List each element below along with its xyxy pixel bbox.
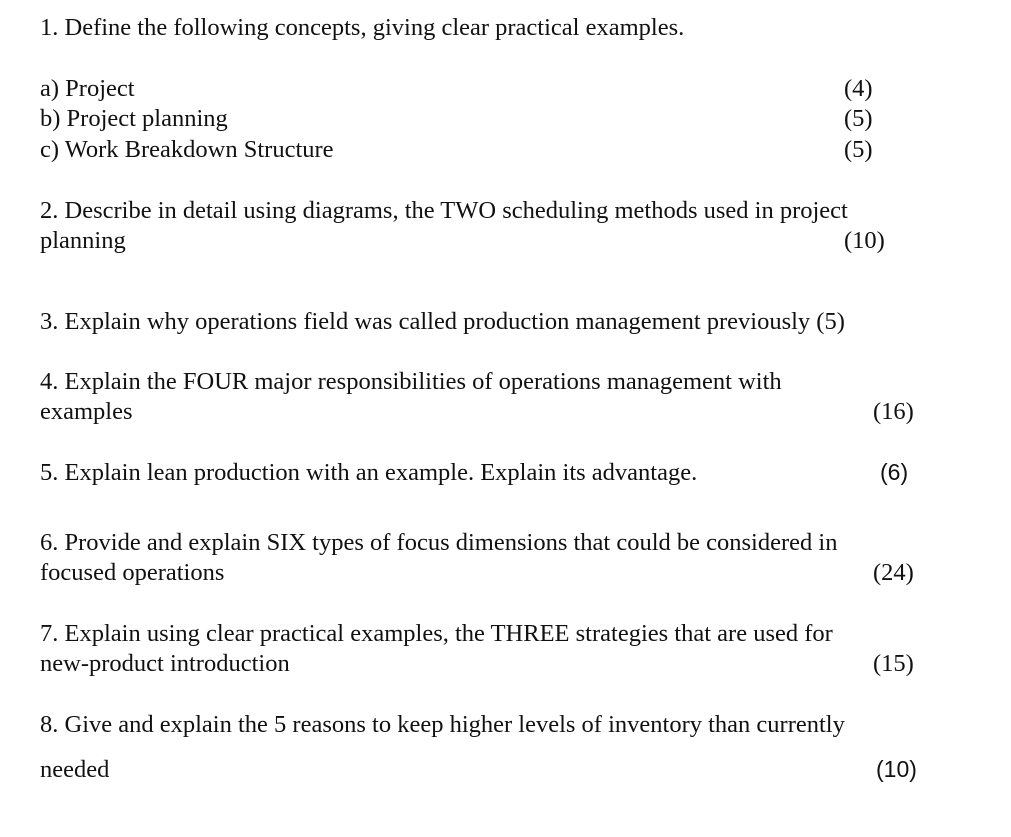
question-4-line-2: examples: [40, 398, 133, 425]
question-2-line-2: planning: [40, 227, 126, 254]
question-4-marks: (16): [873, 398, 914, 425]
question-8-line-2: needed: [40, 756, 110, 783]
question-2-marks: (10): [844, 227, 885, 254]
question-1a-label: a) Project: [40, 75, 135, 102]
question-7-line-2: new-product introduction: [40, 650, 290, 677]
question-6-line-2: focused operations: [40, 559, 225, 586]
question-5-marks: (6): [880, 459, 909, 485]
question-5-text: 5. Explain lean production with an example. Explain its advantage.: [40, 459, 698, 486]
question-1c-label: c) Work Breakdown Structure: [40, 136, 334, 163]
question-7-marks: (15): [873, 650, 914, 677]
question-7-line-1: 7. Explain using clear practical examples, the THREE strategies that are used for: [40, 620, 833, 647]
question-2-line-1: 2. Describe in detail using diagrams, the TWO scheduling methods used in project: [40, 197, 848, 224]
question-1b-label: b) Project planning: [40, 105, 228, 132]
question-6-line-1: 6. Provide and explain SIX types of focus dimensions that could be considered in: [40, 529, 838, 556]
question-1c-marks: (5): [844, 136, 873, 163]
question-8-line-1: 8. Give and explain the 5 reasons to keep higher levels of inventory than currently: [40, 711, 845, 738]
question-1a-marks: (4): [844, 75, 873, 102]
question-1-text: 1. Define the following concepts, giving clear practical examples.: [40, 14, 685, 41]
question-1b-marks: (5): [844, 105, 873, 132]
question-3-text: 3. Explain why operations field was called production management previously (5): [40, 308, 845, 335]
question-8-marks: (10): [876, 756, 917, 782]
question-4-line-1: 4. Explain the FOUR major responsibilities of operations management with: [40, 368, 782, 395]
question-6-marks: (24): [873, 559, 914, 586]
